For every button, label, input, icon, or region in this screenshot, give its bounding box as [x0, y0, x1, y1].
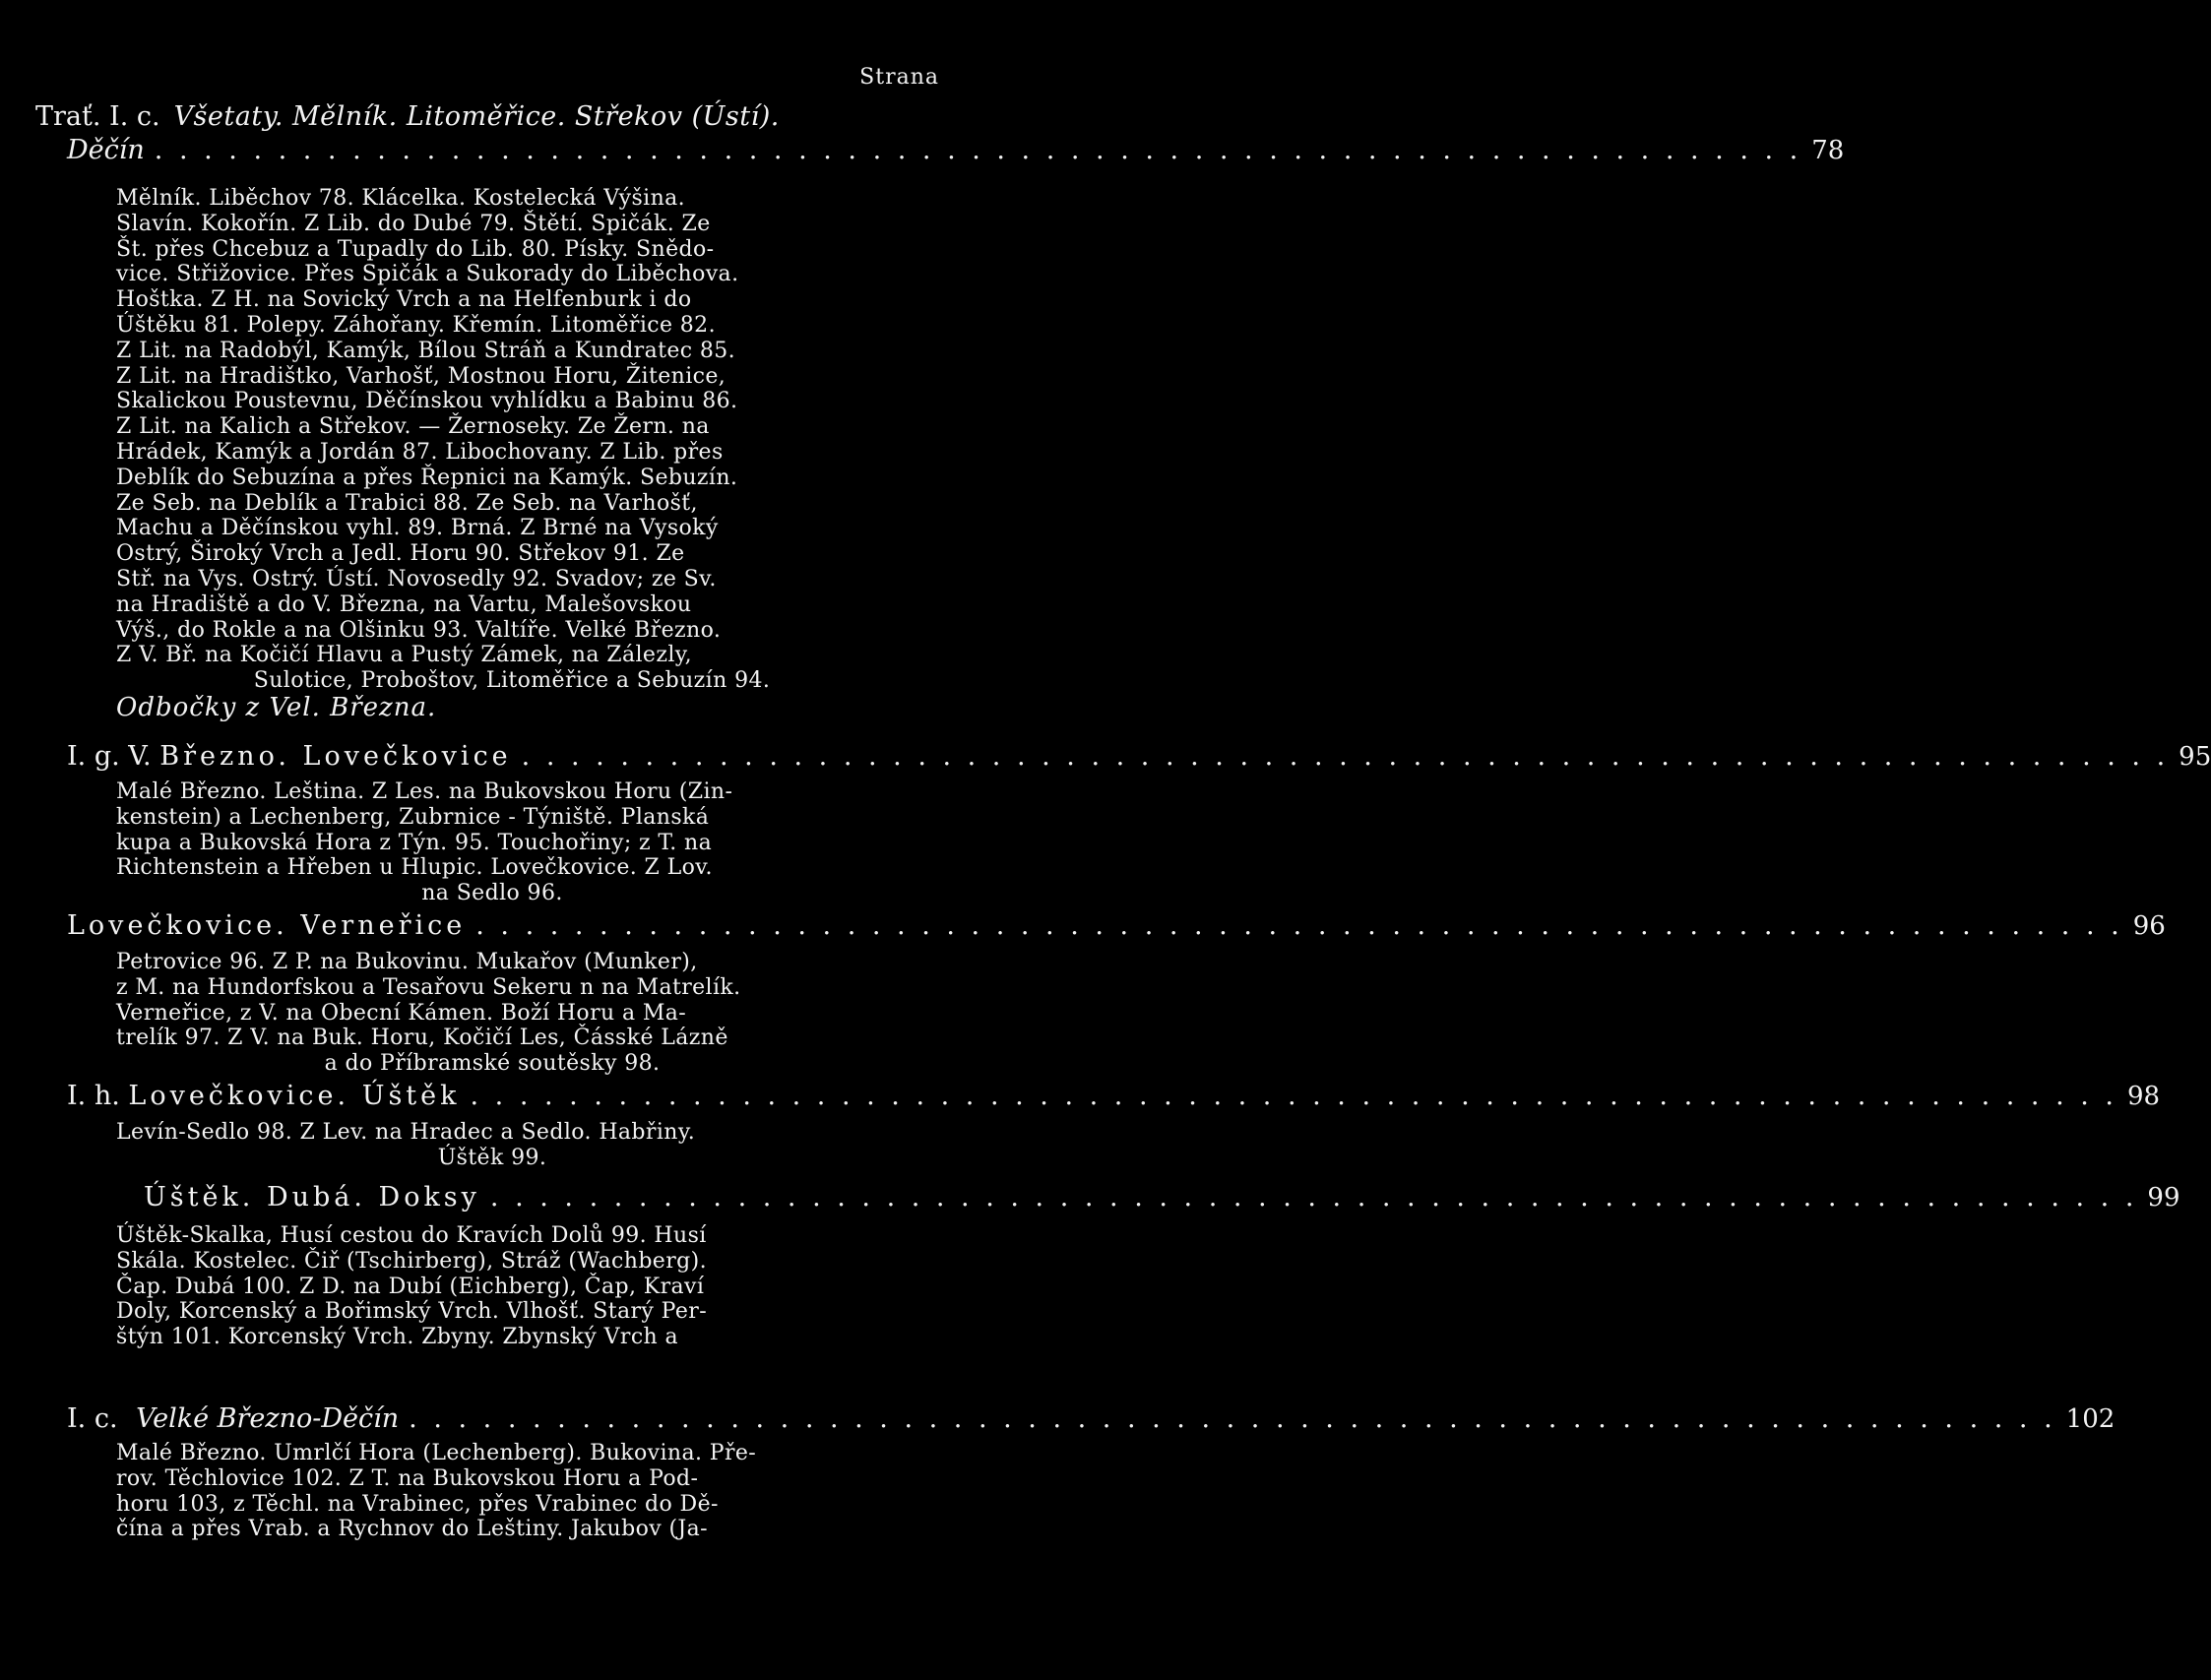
heading-title-line2: Děčín: [67, 135, 145, 165]
body-line: Sulotice, Proboštov, Litoměřice a Sebuzín 94.: [253, 668, 771, 694]
leader-dots: [471, 1080, 2117, 1113]
heading-prefix: I. h.: [67, 1081, 129, 1111]
body-line: horu 103, z Těchl. na Vrabinec, přes Vrabinec do Dě-: [116, 1491, 719, 1517]
body-line: Levín-Sedlo 98. Z Lev. na Hradec a Sedlo. Habřiny.: [116, 1120, 696, 1145]
section-heading-line2: [0, 134, 1845, 167]
section-body: [116, 1441, 868, 1542]
section-body: [116, 186, 868, 694]
leader-dots: [522, 740, 2169, 774]
body-line: Ze Seb. na Deblík a Trabici 88. Ze Seb. na Varhošť,: [116, 490, 698, 516]
section-brezno-loveckovice: [0, 740, 2211, 774]
body-line: Z V. Bř. na Kočičí Hlavu a Pustý Zámek, na Zálezly,: [116, 643, 693, 668]
body-line: Úštěk 99.: [437, 1145, 547, 1170]
section-ustek-duba-doksy: [0, 1181, 2180, 1214]
heading-text: [67, 1080, 461, 1113]
body-line: na Sedlo 96.: [421, 881, 563, 906]
heading-text: [67, 1402, 399, 1436]
section-velke-brezno-decin: [0, 1402, 2116, 1436]
heading-title: Velké Březno-Děčín: [136, 1403, 400, 1434]
body-line: Verneřice, z V. na Obecní Kámen. Boží Horu a Ma-: [116, 1000, 687, 1026]
body-line: Z Lit. na Radobýl, Kamýk, Bílou Stráň a Kundratec 85.: [116, 338, 736, 363]
section-body: [116, 779, 868, 906]
section-loveckovice-ustek: [0, 1080, 2161, 1113]
branches-heading: Odbočky z Vel. Března.: [116, 693, 437, 722]
section-heading: [0, 909, 2166, 943]
body-line: Machu a Děčínskou vyhl. 89. Brná. Z Brné na Vysoký: [116, 516, 719, 541]
heading-prefix: Trať. I. c.: [35, 101, 160, 132]
section-heading: [0, 1181, 2180, 1214]
body-line: Skalickou Poustevnu, Děčínskou vyhlídku a Babinu 86.: [116, 389, 738, 414]
body-line: Malé Březno. Leština. Z Les. na Bukovskou Horu (Zin-: [116, 779, 733, 804]
body-line: Hoštka. Z H. na Sovický Vrch a na Helfenburk i do: [116, 287, 692, 313]
section-body: [116, 950, 868, 1077]
body-line: a do Příbramské soutěsky 98.: [324, 1051, 661, 1077]
body-line: Úštěku 81. Polepy. Záhořany. Křemín. Litoměřice 82.: [116, 312, 716, 338]
body-line: Deblík do Sebuzína a přes Řepnici na Kamýk. Sebuzín.: [116, 465, 738, 490]
heading-prefix: I. g. V.: [67, 741, 160, 772]
heading-prefix: I. c.: [67, 1403, 127, 1434]
section-heading: [0, 740, 2211, 774]
section-heading: [0, 100, 1008, 134]
body-line: na Hradiště a do V. Března, na Vartu, Malešovskou: [116, 591, 692, 617]
body-line: Richtenstein a Hřeben u Hlupic. Lovečkovice. Z Lov.: [116, 855, 713, 881]
page-number: 99: [2147, 1183, 2180, 1213]
body-line: Hrádek, Kamýk a Jordán 87. Libochovany. Z Lib. přes: [116, 439, 724, 465]
body-line: Stř. na Vys. Ostrý. Ústí. Novosedly 92. Svadov; ze Sv.: [116, 566, 717, 591]
leader-dots: [409, 1402, 2055, 1436]
page-number: 95: [2179, 742, 2211, 772]
body-line: Z Lit. na Kalich a Střekov. — Žernoseky. Ze Žern. na: [116, 414, 710, 440]
heading-text: [67, 740, 512, 774]
section-vsetaty-decin: [0, 100, 1845, 167]
page-number: 102: [2065, 1404, 2116, 1434]
body-line: Ostrý, Široký Vrch a Jedl. Horu 90. Střekov 91. Ze: [116, 541, 685, 567]
body-line: vice. Střižovice. Přes Spičák a Sukorady do Liběchova.: [116, 262, 739, 287]
body-line: Mělník. Liběchov 78. Klácelka. Kostelecká Výšina.: [116, 186, 686, 211]
page-number: 96: [2132, 911, 2166, 941]
body-line: Úštěk-Skalka, Husí cestou do Kravích Dolů 99. Husí: [116, 1223, 707, 1248]
body-line: z M. na Hundorfskou a Tesařovu Sekeru n na Matrelík.: [116, 974, 741, 1000]
section-loveckovice-vernerice: [0, 909, 2166, 943]
section-heading: [0, 1080, 2161, 1113]
section-body: [116, 1120, 868, 1171]
leader-dots: [475, 909, 2122, 943]
body-line: kenstein) a Lechenberg, Zubrnice - Týniště. Planská: [116, 804, 710, 830]
body-line: štýn 101. Korcenský Vrch. Zbyny. Zbynský Vrch a: [116, 1325, 679, 1350]
body-line: Skála. Kostelec. Čiř (Tschirberg), Stráž (Wachberg).: [116, 1248, 707, 1274]
body-line: Slavín. Kokořín. Z Lib. do Dubé 79. Štětí. Spičák. Ze: [116, 211, 711, 236]
body-line: Petrovice 96. Z P. na Bukovinu. Mukařov (Munker),: [116, 950, 698, 974]
page-column-label: Strana: [859, 65, 939, 90]
page-number: 98: [2126, 1082, 2161, 1111]
page-number: 78: [1811, 136, 1845, 165]
section-body: [116, 1223, 868, 1350]
heading-title: Březno. Lovečkovice: [159, 741, 512, 772]
section-heading: [0, 1402, 2116, 1436]
body-line: Čap. Dubá 100. Z D. na Dubí (Eichberg), Čap, Kraví: [116, 1274, 705, 1299]
body-line: Z Lit. na Hradištko, Varhošť, Mostnou Horu, Žitenice,: [116, 363, 726, 389]
body-line: Št. přes Chcebuz a Tupadly do Lib. 80. Písky. Snědo-: [116, 236, 715, 262]
heading-title: Lovečkovice. Úštěk: [128, 1081, 461, 1111]
body-line: trelík 97. Z V. na Buk. Horu, Kočičí Les, Čásské Lázně: [116, 1026, 728, 1051]
heading-title: Úštěk. Dubá. Doksy: [144, 1182, 480, 1213]
leader-dots: [155, 134, 1801, 167]
body-line: čína a přes Vrab. a Rychnov do Leštiny. Jakubov (Ja-: [116, 1517, 708, 1542]
heading-title: Všetaty. Mělník. Litoměřice. Střekov (Ústí).: [173, 101, 780, 132]
body-line: Doly, Korcenský a Bořimský Vrch. Vlhošť. Starý Per-: [116, 1299, 708, 1325]
heading-title: Lovečkovice. Verneřice: [67, 910, 467, 941]
leader-dots: [490, 1181, 2137, 1214]
body-line: Výš., do Rokle a na Olšinku 93. Valtíře. Velké Březno.: [116, 617, 722, 643]
body-line: Malé Březno. Umrlčí Hora (Lechenberg). Bukovina. Pře-: [116, 1441, 757, 1465]
body-line: rov. Těchlovice 102. Z T. na Bukovskou Horu a Pod-: [116, 1465, 699, 1491]
body-line: kupa a Bukovská Hora z Týn. 95. Touchořiny; z T. na: [116, 830, 713, 855]
